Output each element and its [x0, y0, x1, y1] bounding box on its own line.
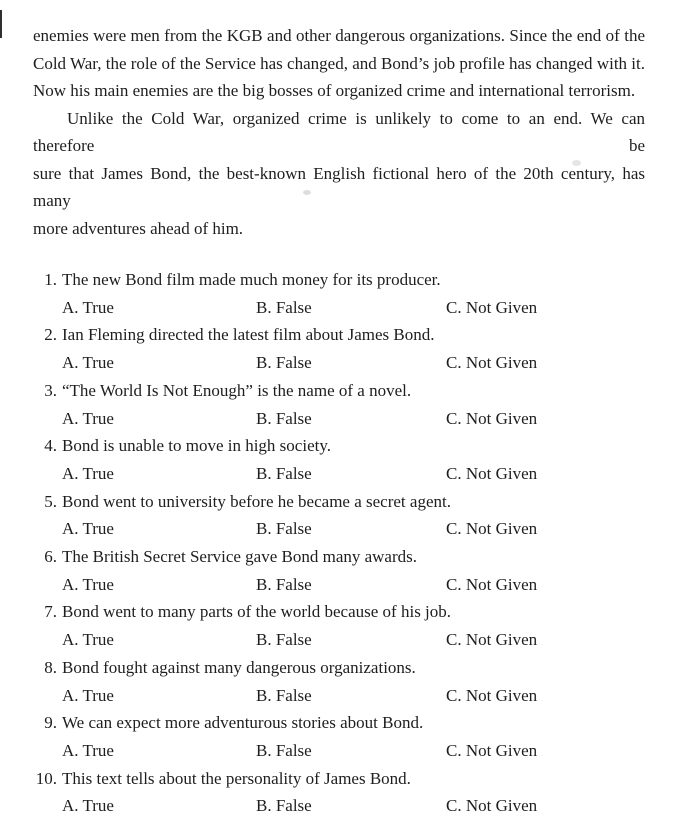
question-text-row — [33, 432, 645, 460]
question-4 — [33, 432, 645, 487]
passage-line: sure that James Bond, the best-known English fictional hero of the 20th century, has many — [33, 163, 645, 210]
question-text-row — [33, 709, 645, 737]
passage — [33, 22, 645, 242]
question-8-option-a[interactable]: A. True — [62, 685, 114, 705]
passage-line: more adventures ahead of him. — [33, 218, 244, 238]
question-10-option-c[interactable]: C. Not Given — [446, 796, 538, 816]
passage-line: Now his main enemies are the big bosses of organized crime and international terrorism. — [33, 81, 636, 100]
question-number: 3. — [44, 380, 57, 400]
question-text: We can expect more adventurous stories about Bond. — [62, 713, 424, 733]
options-row — [33, 737, 645, 765]
question-5-option-b[interactable]: B. False — [256, 519, 312, 539]
question-number: 7. — [44, 602, 57, 622]
question-8-option-b[interactable]: B. False — [256, 685, 312, 705]
question-number: 10. — [35, 768, 57, 788]
question-7 — [33, 598, 645, 653]
question-number: 4. — [44, 436, 57, 456]
question-2-option-c[interactable]: C. Not Given — [446, 353, 538, 373]
options-row — [33, 349, 645, 377]
question-3-option-b[interactable]: B. False — [256, 408, 312, 428]
question-text: Bond is unable to move in high society. — [62, 436, 331, 456]
question-10-option-b[interactable]: B. False — [256, 796, 312, 816]
question-8-option-c[interactable]: C. Not Given — [446, 685, 538, 705]
options-row — [33, 405, 645, 433]
question-6 — [33, 543, 645, 598]
scan-edge-artifact — [0, 10, 2, 38]
question-text-row — [33, 488, 645, 516]
question-text-row — [33, 266, 645, 294]
options-row — [33, 682, 645, 710]
question-text: “The World Is Not Enough” is the name of a novel. — [62, 380, 412, 400]
question-text: Bond fought against many dangerous organizations. — [62, 657, 416, 677]
passage-line: Cold War, the role of the Service has changed, and Bond’s job profile has changed with it. — [33, 53, 645, 73]
scan-artifact — [303, 190, 311, 195]
question-text-row — [33, 598, 645, 626]
question-10 — [33, 765, 645, 820]
question-2-option-a[interactable]: A. True — [62, 353, 114, 373]
options-row — [33, 571, 645, 599]
question-2 — [33, 321, 645, 376]
question-1-option-b[interactable]: B. False — [256, 297, 312, 317]
question-text-row — [33, 321, 645, 349]
question-9-option-c[interactable]: C. Not Given — [446, 740, 538, 760]
question-number: 9. — [44, 713, 57, 733]
options-row — [33, 792, 645, 820]
question-text: Ian Fleming directed the latest film about James Bond. — [62, 325, 435, 345]
question-list — [33, 266, 645, 820]
scan-artifact — [572, 160, 581, 166]
question-text-row — [33, 654, 645, 682]
question-number: 6. — [44, 547, 57, 567]
question-text: The British Secret Service gave Bond many awards. — [62, 547, 418, 567]
question-text: The new Bond film made much money for its producer. — [62, 270, 441, 289]
passage-line: Unlike the Cold War, organized crime is unlikely to come to an end. We can therefore be — [33, 108, 645, 155]
question-5-option-a[interactable]: A. True — [62, 519, 114, 539]
question-5-option-c[interactable]: C. Not Given — [446, 519, 538, 539]
question-6-option-c[interactable]: C. Not Given — [446, 574, 538, 594]
question-7-option-b[interactable]: B. False — [256, 630, 312, 650]
question-1-option-a[interactable]: A. True — [62, 297, 114, 317]
question-3 — [33, 377, 645, 432]
passage-line: enemies were men from the KGB and other dangerous organizations. Since the end of the — [33, 26, 645, 45]
options-row — [33, 294, 645, 322]
options-row — [33, 515, 645, 543]
question-number: 1. — [44, 270, 57, 289]
question-4-option-a[interactable]: A. True — [62, 463, 114, 483]
question-3-option-c[interactable]: C. Not Given — [446, 408, 538, 428]
options-row — [33, 460, 645, 488]
question-9-option-a[interactable]: A. True — [62, 740, 114, 760]
question-6-option-a[interactable]: A. True — [62, 574, 114, 594]
question-text-row — [33, 543, 645, 571]
question-text-row — [33, 377, 645, 405]
question-4-option-c[interactable]: C. Not Given — [446, 463, 538, 483]
question-10-option-a[interactable]: A. True — [62, 796, 114, 816]
question-number: 5. — [44, 491, 57, 511]
question-6-option-b[interactable]: B. False — [256, 574, 312, 594]
question-number: 8. — [44, 657, 57, 677]
question-9-option-b[interactable]: B. False — [256, 740, 312, 760]
question-number: 2. — [44, 325, 57, 345]
question-8 — [33, 654, 645, 709]
question-text-row — [33, 765, 645, 793]
question-9 — [33, 709, 645, 764]
question-1-option-c[interactable]: C. Not Given — [446, 297, 538, 317]
question-7-option-a[interactable]: A. True — [62, 630, 114, 650]
question-5 — [33, 488, 645, 543]
question-text: Bond went to many parts of the world because of his job. — [62, 602, 452, 622]
question-2-option-b[interactable]: B. False — [256, 353, 312, 373]
question-1 — [33, 266, 645, 321]
question-text: Bond went to university before he became a secret agent. — [62, 491, 451, 511]
question-4-option-b[interactable]: B. False — [256, 463, 312, 483]
options-row — [33, 626, 645, 654]
question-7-option-c[interactable]: C. Not Given — [446, 630, 538, 650]
question-3-option-a[interactable]: A. True — [62, 408, 114, 428]
question-text: This text tells about the personality of James Bond. — [62, 768, 411, 788]
